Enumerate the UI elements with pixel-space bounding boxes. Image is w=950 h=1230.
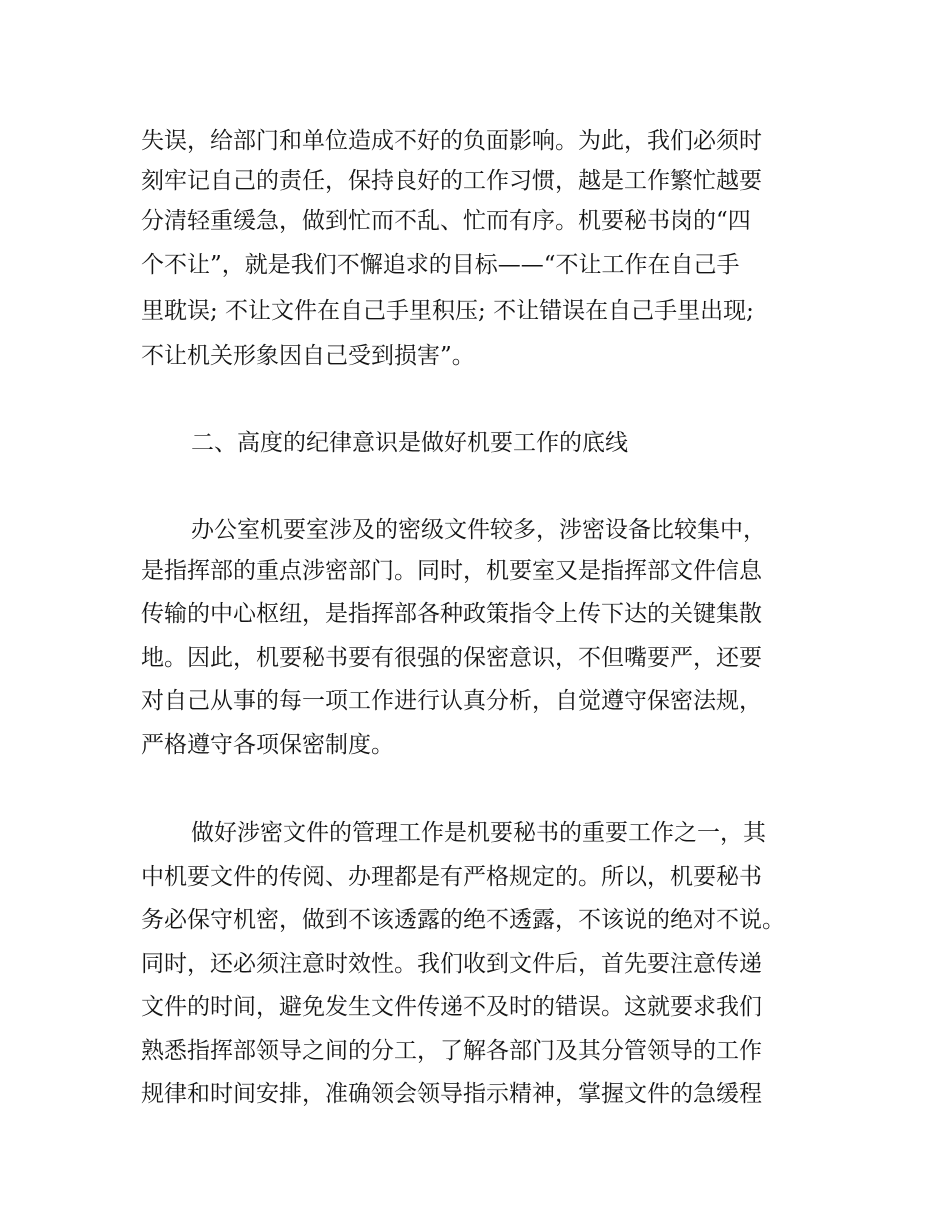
paragraph-line: 地。因此，机要秘书要有很强的保密意识，不但嘴要严，还要 xyxy=(141,645,762,671)
paragraph-line: 务必保守机密，做到不该透露的绝不透露，不该说的绝对不说。 xyxy=(141,907,785,933)
paragraph-line: 规律和时间安排，准确领会领导指示精神，掌握文件的急缓程 xyxy=(141,1081,762,1107)
section-heading: 二、高度的纪律意识是做好机要工作的底线 xyxy=(191,430,628,456)
paragraph-line: 不让机关形象因自己受到损害”。 xyxy=(141,343,475,369)
paragraph-line: 严格遵守各项保密制度。 xyxy=(141,732,394,758)
paragraph-line: 做好涉密文件的管理工作是机要秘书的重要工作之一，其 xyxy=(191,820,766,846)
paragraph-line: 文件的时间，避免发生文件传递不及时的错误。这就要求我们 xyxy=(141,994,762,1020)
paragraph-line: 中机要文件的传阅、办理都是有严格规定的。所以，机要秘书 xyxy=(141,864,762,890)
paragraph-line: 同时，还必须注意时效性。我们收到文件后，首先要注意传递 xyxy=(141,951,762,977)
paragraph-line: 刻牢记自己的责任，保持良好的工作习惯，越是工作繁忙越要 xyxy=(141,168,762,194)
paragraph-line: 对自己从事的每一项工作进行认真分析，自觉遵守保密法规， xyxy=(141,688,762,714)
paragraph-line: 传输的中心枢纽，是指挥部各种政策指令上传下达的关键集散 xyxy=(141,601,762,627)
paragraph-line: 办公室机要室涉及的密级文件较多，涉密设备比较集中， xyxy=(191,517,766,543)
paragraph-line: 失误，给部门和单位造成不好的负面影响。为此，我们必须时 xyxy=(141,128,762,154)
paragraph-line: 熟悉指挥部领导之间的分工，了解各部门及其分管领导的工作 xyxy=(141,1038,762,1064)
paragraph-line: 里耽误; 不让文件在自己手里积压; 不让错误在自己手里出现; xyxy=(141,298,754,324)
paragraph-line: 是指挥部的重点涉密部门。同时，机要室又是指挥部文件信息 xyxy=(141,558,762,584)
paragraph-line: 个不让”，就是我们不懈追求的目标——“不让工作在自己手 xyxy=(141,252,740,278)
paragraph-line: 分清轻重缓急，做到忙而不乱、忙而有序。机要秘书岗的“四 xyxy=(141,208,751,234)
